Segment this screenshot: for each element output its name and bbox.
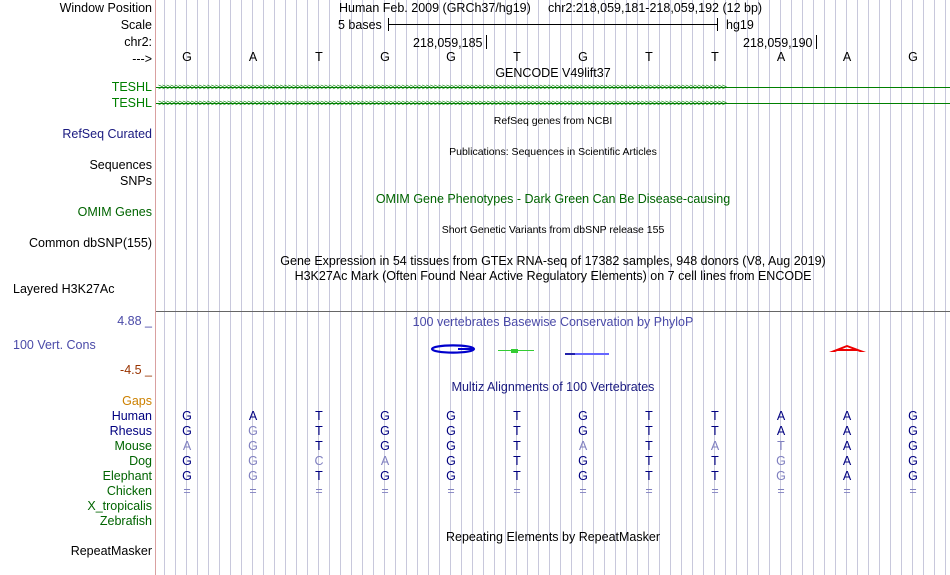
alignment-base: T <box>645 409 653 423</box>
publications-title[interactable]: Publications: Sequences in Scientific Articles <box>449 146 657 158</box>
alignment-base: A <box>182 439 192 453</box>
omim-title[interactable]: OMIM Gene Phenotypes - Dark Green Can Be Disease-causing <box>375 192 731 206</box>
alignment-base: T <box>777 439 785 453</box>
tick-mark-1 <box>486 35 487 49</box>
alignment-base: T <box>315 409 323 423</box>
phylop-title[interactable]: 100 vertebrates Basewise Conservation by PhyloP <box>412 315 694 329</box>
repeatmasker-title[interactable]: Repeating Elements by RepeatMasker <box>445 530 660 544</box>
alignment-base: G <box>248 439 258 453</box>
scale-db-text: hg19 <box>726 18 754 32</box>
alignment-base: C <box>314 454 324 468</box>
label-omim-genes[interactable]: OMIM Genes <box>77 205 152 219</box>
label-100-vert-cons[interactable]: 100 Vert. Cons <box>13 338 96 352</box>
alignment-base: = <box>249 484 257 498</box>
alignment-base: A <box>842 454 852 468</box>
species-label[interactable]: Chicken <box>106 484 152 498</box>
alignment-base: G <box>578 409 588 423</box>
label-refseq-curated[interactable]: RefSeq Curated <box>62 127 152 141</box>
multiz-title[interactable]: Multiz Alignments of 100 Vertebrates <box>451 380 655 394</box>
alignment-base: G <box>380 469 390 483</box>
base-letter: T <box>645 50 653 64</box>
base-letter: A <box>776 50 786 64</box>
label-cons-max: 4.88 _ <box>117 314 152 328</box>
base-letter: G <box>446 50 456 64</box>
alignment-base: T <box>513 454 521 468</box>
teshl-arrow-row: >>>>>>>>>>>>>>>>>>>>>>>>>>>>>>>>>>>>>>>>>>>>>>>>>>>>>>>>>>>>>>>>>>>>>>>>>>>>>>>>>>>>>>>>>>>>>>>>>>>>>>>>>>>>>>>>>>>>>>>>>>>>>>>>>>>>>>>>>>>> <box>158 82 726 92</box>
label-common-dbsnp[interactable]: Common dbSNP(155) <box>29 236 152 250</box>
alignment-base: G <box>182 454 192 468</box>
alignment-base: A <box>842 469 852 483</box>
dbsnp-title[interactable]: Short Genetic Variants from dbSNP release 155 <box>441 224 665 236</box>
base-letter: G <box>380 50 390 64</box>
alignment-base: A <box>776 409 786 423</box>
base-letter: A <box>842 50 852 64</box>
alignment-base: = <box>711 484 719 498</box>
alignment-base: A <box>842 424 852 438</box>
alignment-base: G <box>248 469 258 483</box>
alignment-base: = <box>315 484 323 498</box>
label-teshl-2[interactable]: TESHL <box>111 96 152 110</box>
label-layered-h3k27ac[interactable]: Layered H3K27Ac <box>13 282 115 296</box>
base-letter: T <box>513 50 521 64</box>
alignment-base: T <box>711 469 719 483</box>
alignment-base: G <box>908 424 918 438</box>
base-letter: A <box>248 50 258 64</box>
alignment-base: T <box>315 439 323 453</box>
teshl-arrow-row: >>>>>>>>>>>>>>>>>>>>>>>>>>>>>>>>>>>>>>>>>>>>>>>>>>>>>>>>>>>>>>>>>>>>>>>>>>>>>>>>>>>>>>>>>>>>>>>>>>>>>>>>>>>>>>>>>>>>>>>>>>>>>>>>>>>>>>>>>>>> <box>158 98 726 108</box>
label-teshl-1[interactable]: TESHL <box>111 80 152 94</box>
alignment-base: T <box>513 439 521 453</box>
alignment-base: = <box>645 484 653 498</box>
tick-label-1: 218,059,185 <box>413 36 483 50</box>
species-label[interactable]: X_tropicalis <box>87 499 152 513</box>
base-letter: T <box>711 50 719 64</box>
label-sequences[interactable]: Sequences <box>89 158 152 172</box>
scale-bar-right-cap <box>717 18 718 31</box>
alignment-base: = <box>579 484 587 498</box>
alignment-base: T <box>711 454 719 468</box>
alignment-base: T <box>645 469 653 483</box>
label-cons-min: -4.5 _ <box>120 363 152 377</box>
species-label[interactable]: Mouse <box>114 439 152 453</box>
alignment-base: G <box>380 424 390 438</box>
alignment-base: T <box>711 409 719 423</box>
alignment-base: A <box>578 439 588 453</box>
scale-bar-left-cap <box>388 18 389 31</box>
alignment-base: G <box>578 454 588 468</box>
alignment-base: G <box>446 469 456 483</box>
alignment-base: = <box>909 484 917 498</box>
alignment-base: G <box>578 424 588 438</box>
alignment-base: T <box>645 439 653 453</box>
alignment-base: A <box>842 409 852 423</box>
alignment-base: G <box>776 454 786 468</box>
alignment-base: = <box>447 484 455 498</box>
alignment-base: T <box>645 454 653 468</box>
label-strand: ---> <box>132 52 152 66</box>
alignment-base: G <box>776 469 786 483</box>
base-letter: G <box>578 50 588 64</box>
alignment-base: A <box>842 439 852 453</box>
base-letter: T <box>315 50 323 64</box>
alignment-base: T <box>645 424 653 438</box>
label-snps[interactable]: SNPs <box>120 174 152 188</box>
assembly-text: Human Feb. 2009 (GRCh37/hg19) <box>339 1 531 15</box>
h3k27ac-baseline <box>156 311 950 312</box>
species-label[interactable]: Dog <box>129 454 152 468</box>
alignment-base: T <box>315 424 323 438</box>
alignment-base: = <box>777 484 785 498</box>
h3k27ac-title[interactable]: H3K27Ac Mark (Often Found Near Active Regulatory Elements) on 7 cell lines from ENCODE <box>294 269 812 283</box>
position-text: chr2:218,059,181-218,059,192 (12 bp) <box>548 1 763 15</box>
alignment-base: G <box>248 424 258 438</box>
gtex-title[interactable]: Gene Expression in 54 tissues from GTEx RNA-seq of 17382 samples, 948 donors (V8, Aug 2019) <box>280 254 826 268</box>
alignment-base: G <box>446 409 456 423</box>
alignment-base: G <box>446 454 456 468</box>
alignment-base: G <box>380 409 390 423</box>
species-label[interactable]: Human <box>111 409 152 423</box>
alignment-base: G <box>908 409 918 423</box>
alignment-base: G <box>908 469 918 483</box>
alignment-base: A <box>380 454 390 468</box>
alignment-base: G <box>908 439 918 453</box>
scale-bar <box>388 24 718 25</box>
alignment-base: G <box>182 469 192 483</box>
alignment-base: A <box>248 409 258 423</box>
alignment-base: A <box>710 439 720 453</box>
alignment-base: G <box>380 439 390 453</box>
alignment-base: T <box>513 469 521 483</box>
alignment-base: A <box>776 424 786 438</box>
alignment-base: G <box>182 409 192 423</box>
alignment-base: = <box>183 484 191 498</box>
alignment-base: = <box>381 484 389 498</box>
label-window-position: Window Position <box>59 1 152 15</box>
species-label[interactable]: Elephant <box>102 469 152 483</box>
alignment-base: G <box>578 469 588 483</box>
alignment-base: G <box>182 424 192 438</box>
species-label[interactable]: Rhesus <box>109 424 152 438</box>
base-letter: G <box>908 50 918 64</box>
alignment-base: T <box>513 424 521 438</box>
tick-label-2: 218,059,190 <box>743 36 813 50</box>
label-scale: Scale <box>120 18 152 32</box>
refseq-title[interactable]: RefSeq genes from NCBI <box>493 115 613 127</box>
species-label[interactable]: Zebrafish <box>99 514 152 528</box>
label-gaps: Gaps <box>122 394 152 408</box>
gencode-title[interactable]: GENCODE V49lift37 <box>495 66 611 80</box>
alignment-base: T <box>513 409 521 423</box>
alignment-base: G <box>248 454 258 468</box>
scale-bases-text: 5 bases <box>338 18 382 32</box>
label-repeatmasker[interactable]: RepeatMasker <box>70 544 152 558</box>
tick-mark-2 <box>816 35 817 49</box>
label-chrom: chr2: <box>124 35 152 49</box>
alignment-base: = <box>513 484 521 498</box>
alignment-base: T <box>711 424 719 438</box>
base-letter: G <box>182 50 192 64</box>
alignment-base: T <box>315 469 323 483</box>
alignment-base: G <box>446 439 456 453</box>
track-labels-panel <box>0 0 155 575</box>
alignment-base: G <box>908 454 918 468</box>
alignment-base: G <box>446 424 456 438</box>
alignment-base: = <box>843 484 851 498</box>
